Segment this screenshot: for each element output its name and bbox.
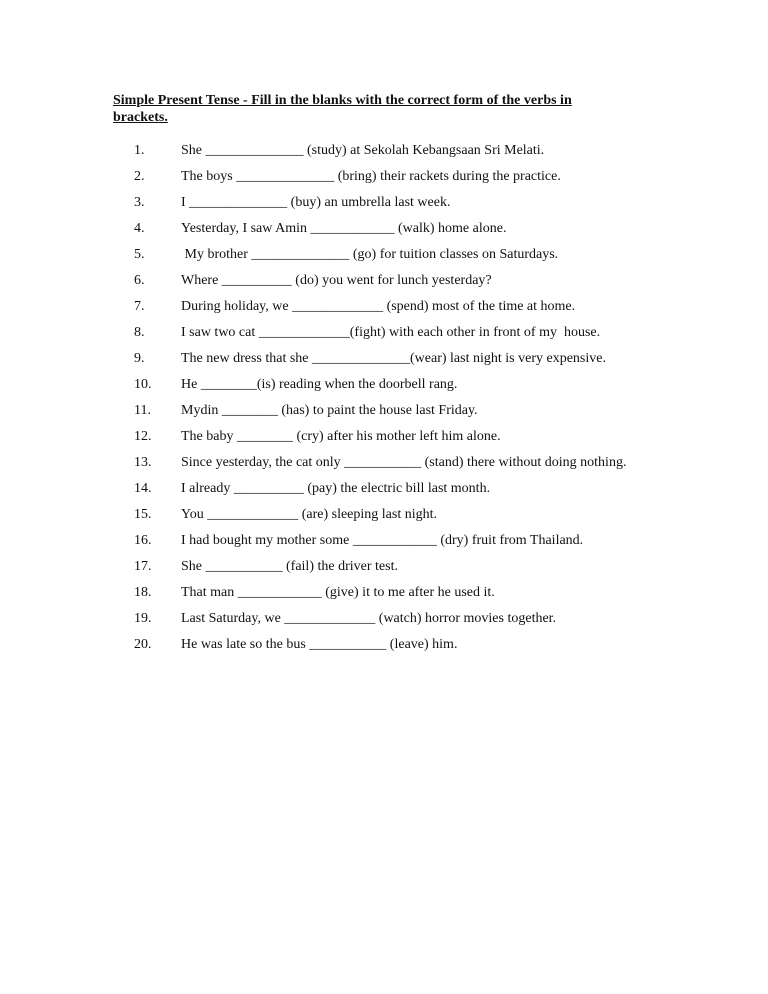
exercise-item <box>0 401 768 427</box>
exercise-item <box>0 609 768 635</box>
item-sentence: He ________(is) reading when the doorbell rang. <box>181 377 458 392</box>
item-sentence: The boys ______________ (bring) their rackets during the practice. <box>181 169 561 184</box>
item-number: 18. <box>134 585 152 600</box>
item-sentence: You _____________ (are) sleeping last night. <box>181 507 437 522</box>
item-number: 10. <box>134 377 152 392</box>
exercise-item <box>0 427 768 453</box>
item-sentence: I ______________ (buy) an umbrella last week. <box>181 195 451 210</box>
item-number: 19. <box>134 611 152 626</box>
item-sentence: I saw two cat _____________(fight) with each other in front of my house. <box>181 325 601 340</box>
item-number: 15. <box>134 507 152 522</box>
exercise-item <box>0 375 768 401</box>
item-sentence: Last Saturday, we _____________ (watch) horror movies together. <box>181 611 557 626</box>
item-sentence: The baby ________ (cry) after his mother left him alone. <box>181 429 501 444</box>
item-number: 7. <box>134 299 145 314</box>
exercise-item <box>0 505 768 531</box>
item-sentence: I already __________ (pay) the electric bill last month. <box>181 481 491 496</box>
item-sentence: She ______________ (study) at Sekolah Kebangsaan Sri Melati. <box>181 143 545 158</box>
exercise-item <box>0 167 768 193</box>
item-number: 9. <box>134 351 145 366</box>
exercise-item <box>0 219 768 245</box>
exercise-item <box>0 193 768 219</box>
exercise-item <box>0 323 768 349</box>
item-number: 5. <box>134 247 145 262</box>
item-number: 3. <box>134 195 145 210</box>
exercise-item <box>0 297 768 323</box>
item-number: 8. <box>134 325 145 340</box>
item-number: 13. <box>134 455 152 470</box>
item-sentence: The new dress that she ______________(wear) last night is very expensive. <box>181 351 606 366</box>
item-sentence: Where __________ (do) you went for lunch yesterday? <box>181 273 492 288</box>
item-number: 11. <box>134 403 151 418</box>
exercise-item <box>0 141 768 167</box>
item-number: 14. <box>134 481 152 496</box>
exercise-item <box>0 271 768 297</box>
item-sentence: My brother ______________ (go) for tuition classes on Saturdays. <box>181 247 559 262</box>
item-number: 16. <box>134 533 152 548</box>
item-number: 1. <box>134 143 145 158</box>
exercise-item <box>0 479 768 505</box>
exercise-item <box>0 531 768 557</box>
item-number: 17. <box>134 559 152 574</box>
item-sentence: She ___________ (fail) the driver test. <box>181 559 398 574</box>
item-sentence: Mydin ________ (has) to paint the house last Friday. <box>181 403 478 418</box>
worksheet-title: Simple Present Tense - Fill in the blanks with the correct form of the verbs in brackets. <box>113 93 572 125</box>
item-sentence: I had bought my mother some ____________ (dry) fruit from Thailand. <box>181 533 584 548</box>
item-number: 6. <box>134 273 145 288</box>
exercise-item <box>0 453 768 479</box>
item-sentence: That man ____________ (give) it to me after he used it. <box>181 585 495 600</box>
item-sentence: Since yesterday, the cat only ___________ (stand) there without doing nothing. <box>181 455 627 470</box>
exercise-item <box>0 557 768 583</box>
item-sentence: He was late so the bus ___________ (leave) him. <box>181 637 458 652</box>
item-number: 20. <box>134 637 152 652</box>
exercise-item <box>0 635 768 661</box>
item-number: 4. <box>134 221 145 236</box>
item-number: 2. <box>134 169 145 184</box>
exercise-item <box>0 245 768 271</box>
item-number: 12. <box>134 429 152 444</box>
item-sentence: Yesterday, I saw Amin ____________ (walk) home alone. <box>181 221 507 236</box>
exercise-item <box>0 583 768 609</box>
exercise-list <box>0 141 768 661</box>
exercise-item <box>0 349 768 375</box>
item-sentence: During holiday, we _____________ (spend) most of the time at home. <box>181 299 576 314</box>
